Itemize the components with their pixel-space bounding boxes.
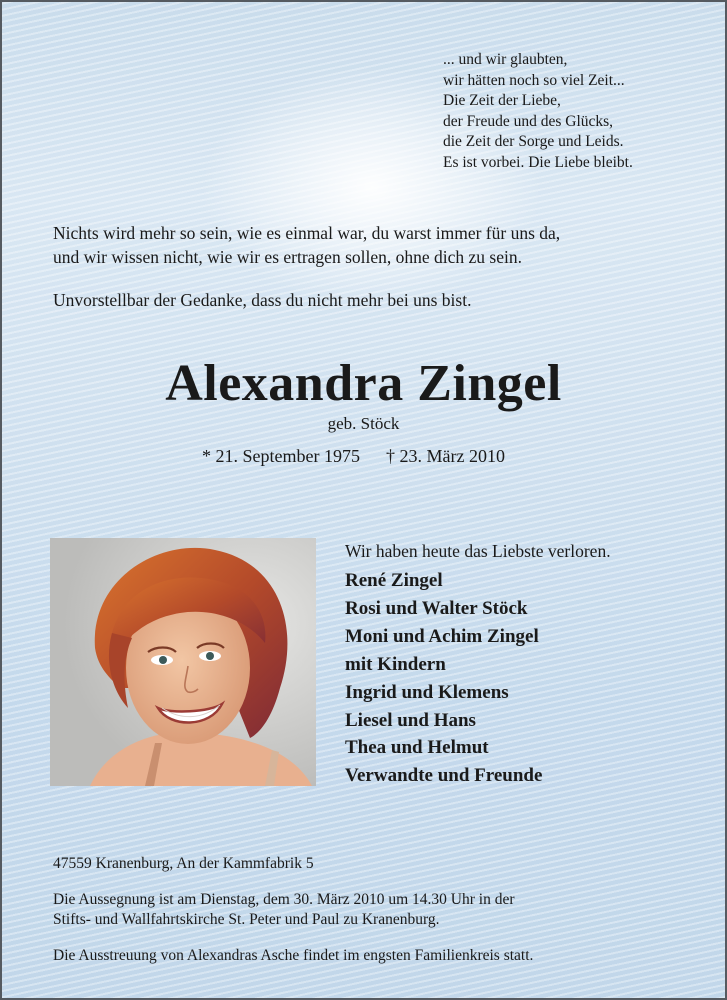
poem-line: Es ist vorbei. Die Liebe bleibt. (443, 153, 633, 171)
death-date: † 23. März 2010 (385, 446, 505, 466)
message-line: und wir wissen nicht, wie wir es ertragen sollen, ohne dich zu sein. (53, 247, 522, 267)
service-announcement (53, 890, 515, 930)
poem-line: ... und wir glaubten, (443, 51, 568, 68)
family-address: 47559 Kranenburg, An der Kammfabrik 5 (53, 855, 314, 872)
poem-line: wir hätten noch so viel Zeit... (443, 71, 625, 89)
life-dates (202, 444, 505, 468)
mourner-name: Rosi und Walter Stöck (345, 597, 528, 619)
message-line-unvorstellbar: Unvorstellbar der Gedanke, dass du nicht mehr bei uns bist. (53, 290, 472, 310)
poem (443, 50, 633, 173)
birth-date: * 21. September 1975 (202, 446, 360, 466)
mourner-name: Thea und Helmut (345, 737, 489, 759)
portrait-illustration (50, 538, 316, 786)
service-line: Stifts- und Wallfahrtskirche St. Peter und Paul zu Kranenburg. (53, 911, 440, 928)
mourner-name: René Zingel (345, 570, 443, 591)
mourner-name: mit Kindern (345, 653, 446, 675)
mourner-name: Liesel und Hans (345, 709, 476, 731)
mourners-intro: Wir haben heute das Liebste verloren. (345, 541, 611, 561)
mourner-name: Moni und Achim Zingel (345, 625, 539, 647)
deceased-name: Alexandra Zingel (165, 355, 562, 412)
poem-line: die Zeit der Sorge und Leids. (443, 133, 624, 150)
poem-line: der Freude und des Glücks, (443, 112, 614, 130)
ashes-announcement: Die Ausstreuung von Alexandras Asche findet im engsten Familienkreis statt. (53, 947, 534, 964)
mourner-name: Verwandte und Freunde (345, 765, 543, 787)
portrait-photo (50, 538, 316, 786)
message-paragraph (53, 221, 560, 269)
message-line: Nichts wird mehr so sein, wie es einmal war, du warst immer für uns da, (53, 223, 561, 243)
maiden-name: geb. Stöck (327, 414, 400, 433)
poem-line: Die Zeit der Liebe, (443, 92, 561, 109)
mourner-name: Ingrid und Klemens (345, 681, 509, 703)
service-line: Die Aussegnung ist am Dienstag, dem 30. März 2010 um 14.30 Uhr in der (53, 891, 515, 908)
mourners-list (345, 567, 542, 790)
